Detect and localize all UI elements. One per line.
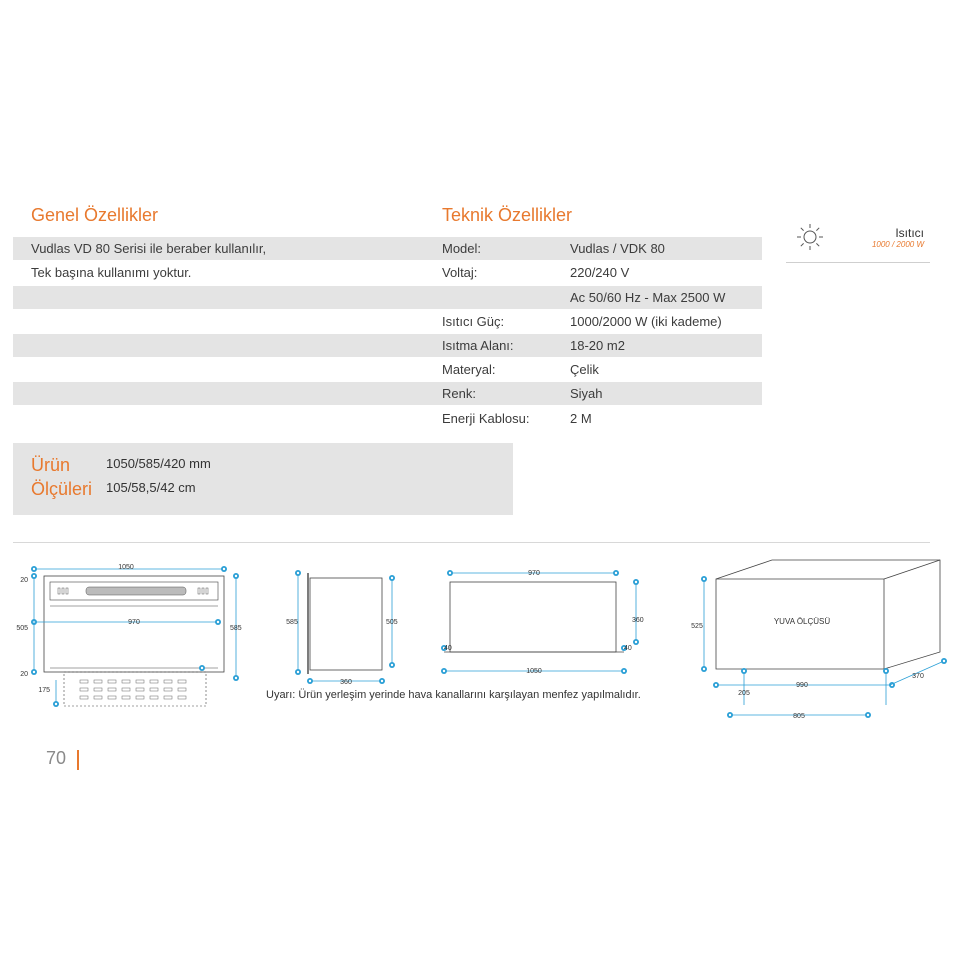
dimensions-mm: 1050/585/420 mm <box>106 456 211 471</box>
general-stripe <box>13 286 413 309</box>
niche-depth: 370 <box>912 673 924 680</box>
front-left-height: 505 <box>16 625 28 632</box>
general-stripe <box>13 382 413 405</box>
spec-value: 1000/2000 W (iki kademe) <box>570 314 722 329</box>
niche-width: 990 <box>796 682 808 689</box>
technical-drawings <box>0 540 960 740</box>
heater-feature <box>786 222 930 263</box>
top-right-offset: 40 <box>624 645 632 652</box>
front-top-gap: 20 <box>20 577 28 584</box>
spec-label: Renk: <box>442 386 476 401</box>
dimensions-title-line2: Ölçüleri <box>31 479 93 499</box>
niche-label: YUVA ÖLÇÜSÜ <box>773 617 831 626</box>
page-number: 70 <box>46 748 67 768</box>
spec-value: Ac 50/60 Hz - Max 2500 W <box>570 290 726 305</box>
spec-label: Isıtıcı Güç: <box>442 314 505 329</box>
spec-row-cable <box>413 407 762 430</box>
sun-icon <box>795 222 825 252</box>
technical-features-title: Teknik Özellikler <box>442 205 573 225</box>
side-right-height: 505 <box>386 619 398 626</box>
spec-label: Isıtma Alanı: <box>442 338 514 353</box>
front-view-drawing <box>16 564 241 707</box>
spec-row-heater-power <box>413 310 762 333</box>
spec-label: Model: <box>442 241 482 256</box>
spec-label: Voltaj: <box>442 265 478 280</box>
top-height: 360 <box>632 617 644 624</box>
top-view-drawing <box>441 570 644 675</box>
niche-height: 525 <box>691 623 703 630</box>
general-line-1 <box>13 237 413 260</box>
niche-offset: 205 <box>738 690 750 697</box>
dimensions-title-line1: Ürün <box>31 455 71 475</box>
front-vent-height: 175 <box>38 687 50 694</box>
warning-note: Uyarı: Ürün yerleşim yerinde hava kanallarını karşılayan menfez yapılmalıdır. <box>266 689 641 701</box>
front-right-height: 585 <box>230 625 242 632</box>
spec-row-heating-area <box>413 334 762 357</box>
spec-value: 2 M <box>570 411 592 426</box>
heater-title: Isıtıcı <box>895 226 924 240</box>
spec-label: Materyal: <box>442 362 496 377</box>
product-dimensions <box>13 443 513 515</box>
spec-label: Enerji Kablosu: <box>442 411 530 426</box>
spec-value: Vudlas / VDK 80 <box>570 241 665 256</box>
top-left-offset: 40 <box>444 645 452 652</box>
spec-row-frequency <box>413 286 762 309</box>
top-inner-width: 970 <box>528 570 540 577</box>
spec-row-material <box>413 358 762 381</box>
spec-value: Çelik <box>570 362 599 377</box>
dimensions-cm: 105/58,5/42 cm <box>106 480 196 495</box>
top-outer-width: 1050 <box>526 668 542 675</box>
spec-value: 18-20 m2 <box>570 338 625 353</box>
front-bottom-gap: 20 <box>20 671 28 678</box>
general-stripe <box>13 334 413 357</box>
heater-subtitle: 1000 / 2000 W <box>871 240 924 249</box>
general-features-title: Genel Özellikler <box>31 205 159 225</box>
side-depth: 360 <box>340 679 352 686</box>
spec-row-model <box>413 237 762 260</box>
spec-value: 220/240 V <box>570 265 630 280</box>
side-left-height: 585 <box>286 619 298 626</box>
page-number-bar <box>77 750 79 770</box>
front-width: 1050 <box>118 564 134 571</box>
front-inner-width: 970 <box>128 619 140 626</box>
spec-row-color <box>413 382 762 405</box>
spec-row-voltage <box>413 261 762 284</box>
niche-base-width: 805 <box>793 713 805 720</box>
niche-view-drawing <box>691 560 947 720</box>
general-line-text: Tek başına kullanımı yoktur. <box>31 265 192 280</box>
general-line-text: Vudlas VD 80 Serisi ile beraber kullanılır, <box>31 241 267 256</box>
spec-value: Siyah <box>570 386 603 401</box>
side-view-drawing <box>286 570 398 686</box>
general-line-2 <box>13 261 413 284</box>
